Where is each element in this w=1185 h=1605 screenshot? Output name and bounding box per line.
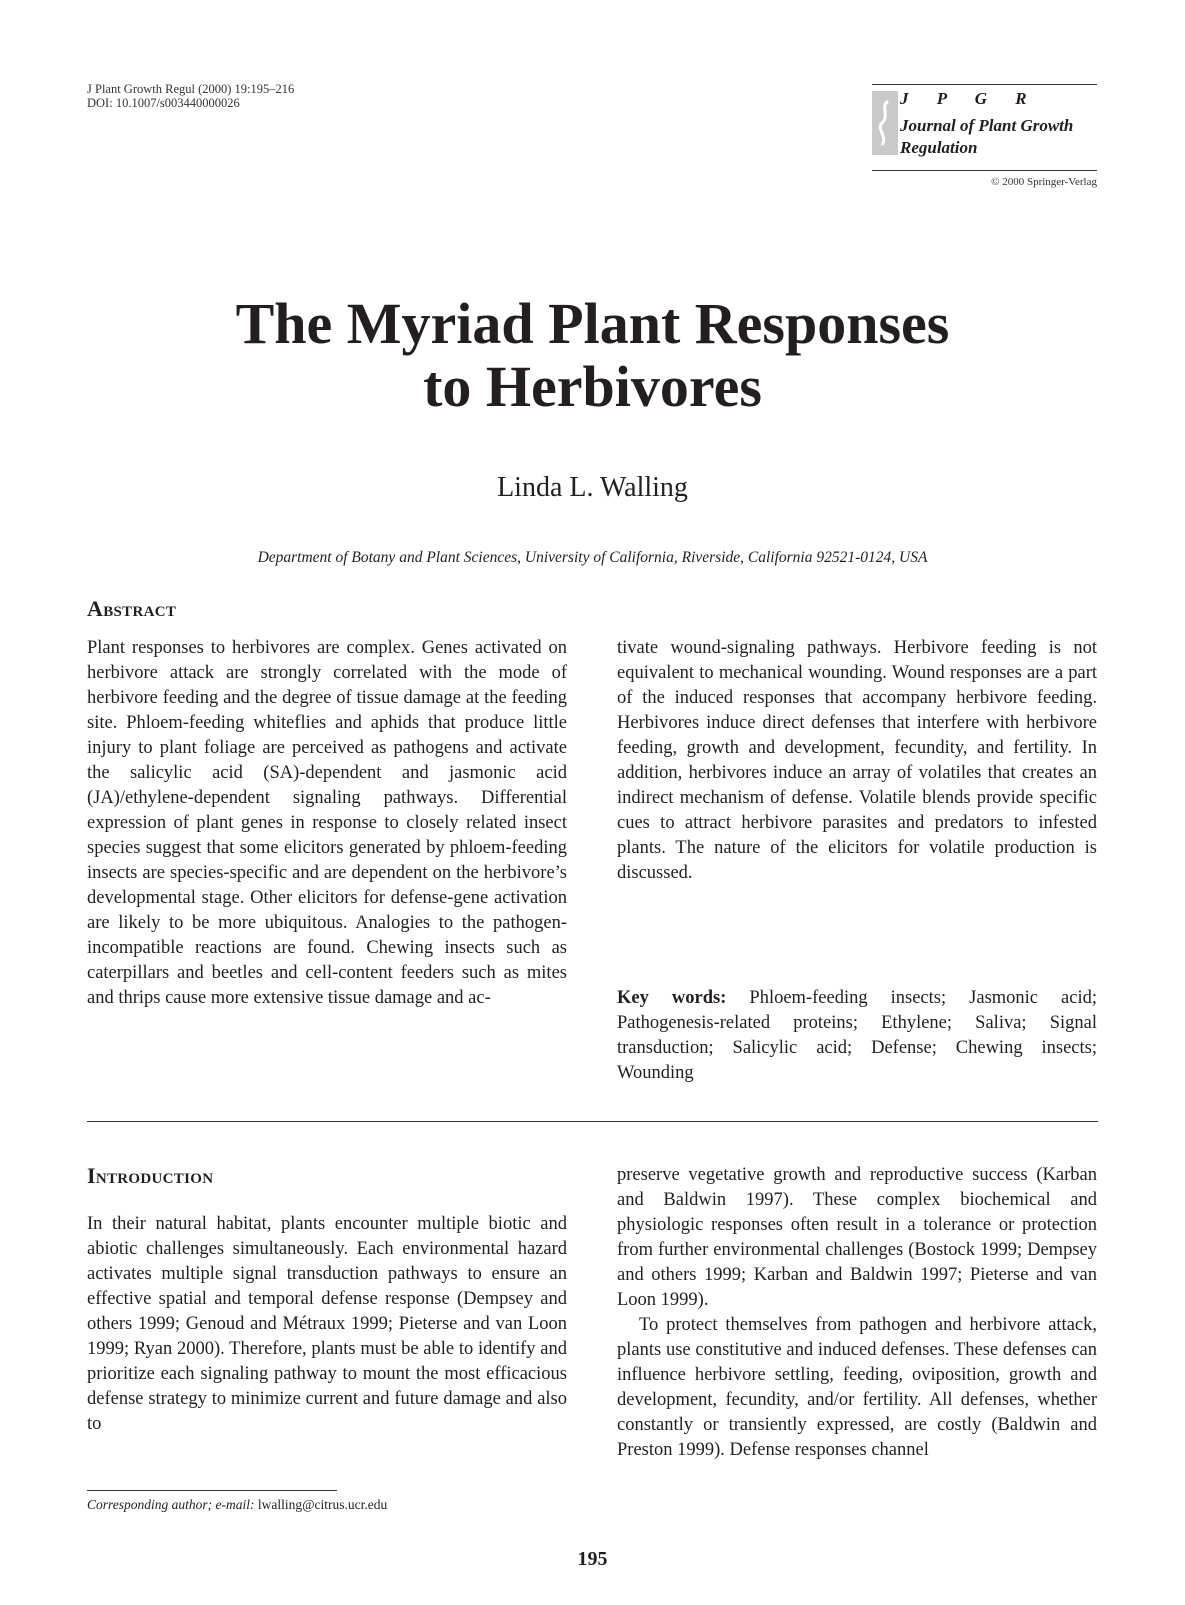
keywords-text: Phloem-feeding insects; Jasmonic acid; Pathogenesis-related proteins; Ethylene; Saliva; Signal transduction; Salicylic acid; Defense; Chewing insects; Wounding bbox=[617, 988, 1098, 1083]
citation-line-1: J Plant Growth Regul (2000) 19:195–216 bbox=[87, 82, 295, 96]
introduction-column-1 bbox=[87, 1212, 567, 1437]
footnote-label: Corresponding author; e-mail: bbox=[87, 1497, 255, 1512]
journal-logo-box bbox=[872, 84, 1097, 171]
journal-logo-icon bbox=[872, 91, 898, 155]
abstract-column-2 bbox=[617, 636, 1097, 886]
abstract-heading: Abstract bbox=[87, 596, 177, 621]
title-line-2: to Herbivores bbox=[423, 354, 762, 419]
introduction-paragraph-1: preserve vegetative growth and reproductive success (Karban and Baldwin 1997). These complex biochemical and physiologic responses often result in a tolerance or protection from further environmental challenges (Bostock 1999; Dempsey and others 1999; Karban and Baldwin 1997; Pieterse and van Loon 1999). bbox=[617, 1165, 1097, 1310]
journal-abbreviation: J P G R bbox=[900, 89, 1039, 108]
footnote bbox=[87, 1497, 387, 1513]
title-line-1: The Myriad Plant Responses bbox=[235, 291, 950, 356]
page-number: 195 bbox=[577, 1548, 608, 1570]
affiliation: Department of Botany and Plant Sciences, University of California, Riverside, California 92521-0124, USA bbox=[257, 549, 928, 566]
author: Linda L. Walling bbox=[497, 472, 688, 503]
doi: DOI: 10.1007/s003440000026 bbox=[87, 96, 240, 110]
introduction-paragraph-2: To protect themselves from pathogen and herbivore attack, plants use constitutive and induced defenses. These defenses can influence herbivore settling, feeding, oviposition, growth and development, fecundity, and/or fertility. All defenses, whether constantly or transiently expressed, are costly (Baldwin and Preston 1999). Defense responses channel bbox=[617, 1315, 1097, 1460]
abstract-text-2: tivate wound-signaling pathways. Herbivore feeding is not equivalent to mechanical wounding. Wound responses are a part of the induced responses that accompany herbivore feeding. Herbivores induce direct defenses that interfere with herbivore feeding, growth and development, fecundity, and fertility. In addition, herbivores induce an array of volatiles that creates an indirect mechanism of defense. Volatile blends provide specific cues to attract herbivore parasites and predators to infested plants. The nature of the elicitors for volatile production is discussed. bbox=[617, 638, 1097, 883]
article-title bbox=[0, 292, 1185, 418]
introduction-text-1: In their natural habitat, plants encounter multiple biotic and abiotic challenges simultaneously. Each environmental hazard activates multiple signal transduction pathways to ensure an effective spatial and temporal defense response (Dempsey and others 1999; Genoud and Métraux 1999; Pieterse and van Loon 1999; Ryan 2000). Therefore, plants must be able to identify and prioritize each signaling pathway to mount the most efficacious defense strategy to minimize current and future damage and also to bbox=[87, 1214, 567, 1434]
keywords bbox=[617, 986, 1097, 1086]
abstract-text-1: Plant responses to herbivores are complex. Genes activated on herbivore attack are strongly correlated with the mode of herbivore feeding and the degree of tissue damage at the feeding site. Phloem-feeding whiteflies and aphids that produce little injury to plant foliage are perceived as pathogens and activate the salicylic acid (SA)-dependent and jasmonic acid (JA)/ethylene-dependent signaling pathways. Differential expression of plant genes in response to closely related insect species suggest that some elicitors generated by phloem-feeding insects are species-specific and are dependent on the herbivore’s developmental stage. Other elicitors for defense-gene activation are likely to be more ubiquitous. Analogies to the pathogen-incompatible reactions are found. Chewing insects such as caterpillars and beetles and cell-content feeders such as mites and thrips cause more extensive tissue damage and ac- bbox=[87, 638, 567, 1008]
journal-name: Journal of Plant Growth Regulation bbox=[900, 116, 1074, 157]
abstract-column-1 bbox=[87, 636, 567, 1011]
section-divider bbox=[87, 1121, 1098, 1122]
footnote-rule bbox=[87, 1490, 337, 1491]
copyright: © 2000 Springer-Verlag bbox=[991, 176, 1097, 188]
citation bbox=[87, 82, 294, 110]
introduction-column-2 bbox=[617, 1163, 1097, 1463]
footnote-email: lwalling@citrus.ucr.edu bbox=[257, 1497, 388, 1512]
introduction-heading: Introduction bbox=[87, 1163, 214, 1188]
keywords-label: Key words: bbox=[617, 988, 727, 1008]
